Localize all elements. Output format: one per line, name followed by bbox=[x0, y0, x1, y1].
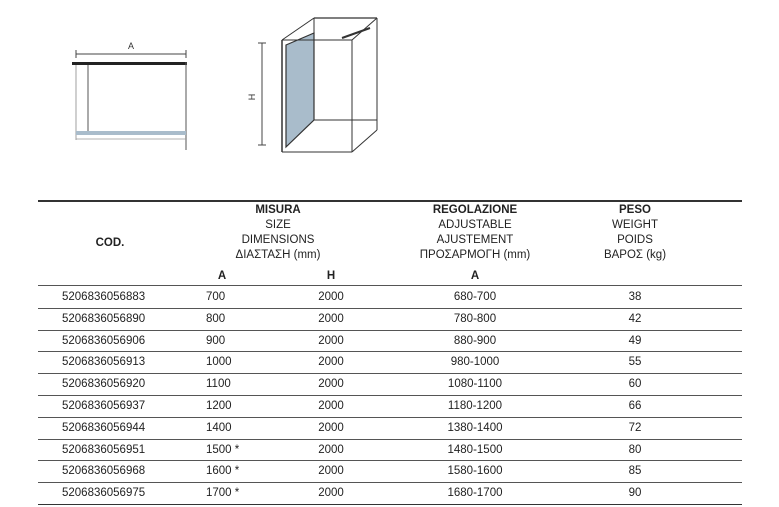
row-divider bbox=[38, 439, 742, 440]
size-h-cell: 2000 bbox=[318, 487, 344, 500]
row-divider bbox=[38, 351, 742, 352]
size-h-cell: 2000 bbox=[318, 421, 344, 434]
perspective-view bbox=[247, 18, 377, 152]
adjustment-range-cell: 1180-1200 bbox=[447, 400, 503, 412]
weight-cell: 38 bbox=[628, 291, 642, 303]
size-a-cell: 900 bbox=[206, 334, 226, 347]
product-code-cell: 5206836056883 bbox=[62, 291, 146, 303]
product-code-cell: 5206836056913 bbox=[62, 356, 146, 369]
size-a-cell: 1700 * bbox=[206, 487, 240, 500]
size-a-cell: 1200 bbox=[206, 400, 232, 412]
product-code-cell: 5206836056906 bbox=[62, 334, 146, 347]
product-code-cell: 5206836056920 bbox=[62, 378, 146, 391]
product-code-cell: 5206836056968 bbox=[62, 465, 146, 478]
size-a-cell: 1400 bbox=[206, 421, 232, 434]
size-a-cell: 1000 bbox=[206, 356, 232, 369]
size-a-cell: 1500 * bbox=[206, 443, 240, 456]
row-divider bbox=[38, 417, 742, 418]
weight-cell: 60 bbox=[628, 378, 642, 391]
product-code-cell: 5206836056975 bbox=[62, 487, 146, 500]
table-top-rule bbox=[38, 200, 742, 202]
product-code-cell: 5206836056890 bbox=[62, 312, 146, 325]
weight-cell: 72 bbox=[628, 421, 642, 434]
row-divider bbox=[38, 308, 742, 309]
weight-cell: 42 bbox=[628, 312, 642, 325]
adjustment-range-cell: 1480-1500 bbox=[447, 443, 503, 456]
subheader-h: H bbox=[326, 270, 336, 282]
row-divider bbox=[38, 482, 742, 483]
weight-cell: 55 bbox=[628, 356, 642, 369]
weight-cell: 80 bbox=[628, 443, 642, 456]
adjustment-column-header: REGOLAZIONE ADJUSTABLE AJUSTEMENT ΠΡΟΣΑΡΜΟΓΗ (mm) bbox=[419, 204, 531, 261]
product-code-cell: 5206836056937 bbox=[62, 400, 146, 412]
row-divider bbox=[38, 395, 742, 396]
subheader-adjust-a: A bbox=[470, 270, 480, 282]
adjustment-range-cell: 1080-1100 bbox=[447, 378, 503, 391]
adjustment-range-cell: 1380-1400 bbox=[447, 421, 503, 434]
row-divider bbox=[38, 460, 742, 461]
adjustment-range-cell: 880-900 bbox=[453, 334, 497, 347]
row-divider bbox=[38, 504, 742, 505]
height-dimension-label: H bbox=[247, 93, 257, 101]
size-a-cell: 800 bbox=[206, 312, 226, 325]
size-h-cell: 2000 bbox=[318, 443, 344, 456]
plan-view bbox=[72, 41, 187, 150]
product-diagram bbox=[0, 0, 779, 190]
weight-cell: 85 bbox=[628, 465, 642, 478]
adjustment-range-cell: 1580-1600 bbox=[447, 465, 503, 478]
size-column-header: MISURA SIZE DIMENSIONS ΔΙΑΣΤΑΣΗ (mm) bbox=[235, 204, 321, 261]
row-divider bbox=[38, 373, 742, 374]
subheader-a: A bbox=[217, 270, 227, 282]
code-column-header: COD. bbox=[95, 237, 125, 249]
row-divider bbox=[38, 330, 742, 331]
product-code-cell: 5206836056944 bbox=[62, 421, 146, 434]
size-h-cell: 2000 bbox=[318, 465, 344, 478]
size-a-cell: 1600 * bbox=[206, 465, 240, 478]
size-a-cell: 1100 bbox=[206, 378, 231, 391]
weight-cell: 90 bbox=[628, 487, 642, 500]
adjustment-range-cell: 780-800 bbox=[453, 312, 497, 325]
weight-cell: 49 bbox=[628, 334, 642, 347]
size-h-cell: 2000 bbox=[318, 356, 344, 369]
product-code-cell: 5206836056951 bbox=[62, 443, 146, 456]
size-h-cell: 2000 bbox=[318, 312, 344, 325]
weight-column-header: PESO WEIGHT POIDS ΒΑΡΟΣ (kg) bbox=[603, 204, 667, 261]
header-bottom-rule bbox=[38, 285, 742, 286]
adjustment-range-cell: 680-700 bbox=[453, 291, 497, 303]
adjustment-range-cell: 980-1000 bbox=[450, 356, 500, 369]
weight-cell: 66 bbox=[628, 400, 642, 412]
width-dimension-label: A bbox=[127, 41, 135, 51]
size-a-cell: 700 bbox=[206, 291, 226, 303]
size-h-cell: 2000 bbox=[318, 291, 344, 303]
size-h-cell: 2000 bbox=[318, 378, 344, 391]
size-h-cell: 2000 bbox=[318, 334, 344, 347]
size-h-cell: 2000 bbox=[318, 400, 344, 412]
adjustment-range-cell: 1680-1700 bbox=[447, 487, 503, 500]
